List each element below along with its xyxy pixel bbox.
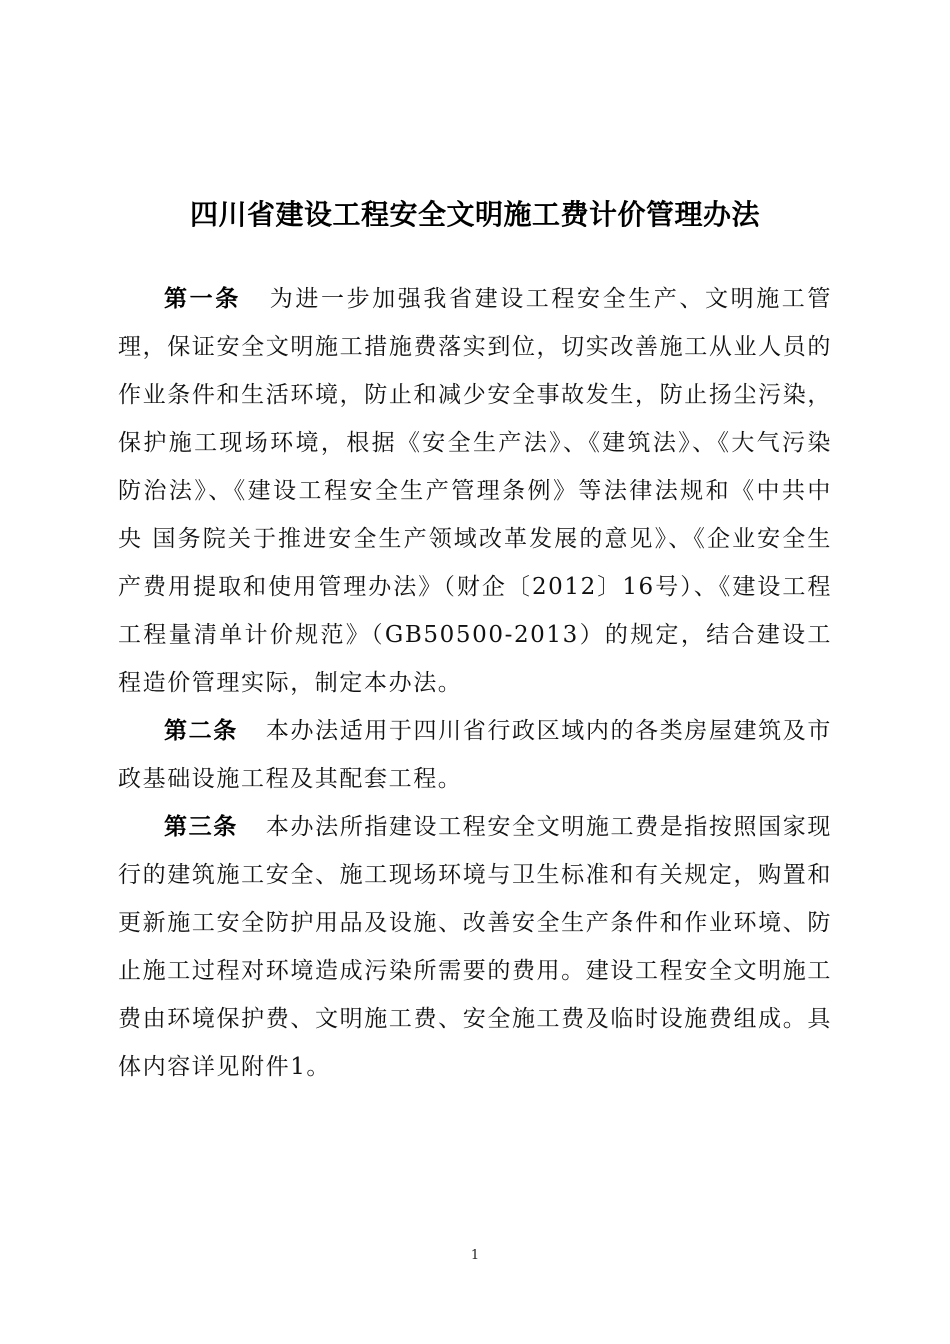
article-1 — [118, 275, 832, 707]
article-3 — [118, 803, 832, 1091]
article-1-label: 第一条 — [164, 285, 241, 312]
article-2 — [118, 707, 832, 803]
article-2-label: 第二条 — [164, 717, 238, 744]
article-1-text: 为进一步加强我省建设工程安全生产、文明施工管理，保证安全文明施工措施费落实到位，切实改善施工从业人员的作业条件和生活环境，防止和减少安全事故发生，防止扬尘污染，保护施工现场环境，根据《安全生产法》、《建筑法》、《大气污染防治法》、《建设工程安全生产管理条例》等法律法规和《中共中央 国务院关于推进安全生产领域改革发展的意见》、《企业安全生产费用提取和使用管理办法》（财企〔2012〕16号）、《建设工程工程量清单计价规范》（GB50500-2013）的规定，结合建设工程造价管理实际，制定本办法。 — [118, 286, 832, 696]
document-body — [118, 275, 832, 1091]
document-title: 四川省建设工程安全文明施工费计价管理办法 — [189, 197, 760, 231]
article-3-text: 本办法所指建设工程安全文明施工费是指按照国家现行的建筑施工安全、施工现场环境与卫生标准和有关规定，购置和更新施工安全防护用品及设施、改善安全生产条件和作业环境、防止施工过程对环境造成污染所需要的费用。建设工程安全文明施工费由环境保护费、文明施工费、安全施工费及临时设施费组成。具体内容详见附件1。 — [118, 814, 832, 1080]
article-3-label: 第三条 — [164, 813, 238, 840]
page-number: 1 — [470, 1248, 480, 1263]
article-2-text: 本办法适用于四川省行政区域内的各类房屋建筑及市政基础设施工程及其配套工程。 — [118, 718, 832, 792]
